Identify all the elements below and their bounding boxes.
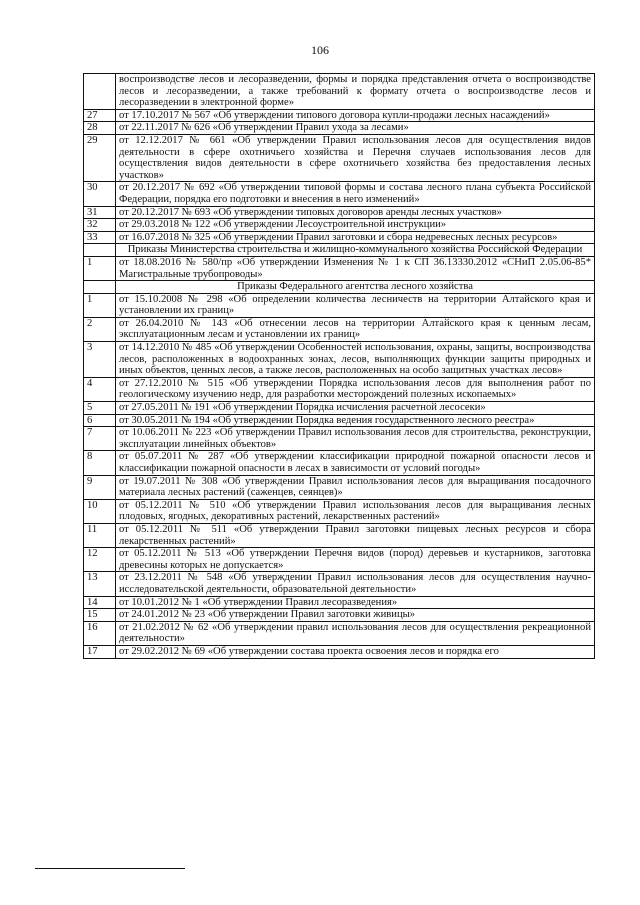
row-number: 2 (84, 317, 116, 341)
table-row (84, 572, 595, 596)
section-heading: Приказы Федерального агентства лесного хозяйства (116, 281, 595, 294)
row-text: от 12.12.2017 № 661 «Об утверждении Правил использования лесов для осуществления видов деятельности в сфере охотничьего хозяйства и Перечня случаев использования лесов для осуществления видов деятельности в сфере охотничьего хозяйства без предоставления лесных участков» (116, 134, 595, 181)
row-number: 1 (84, 256, 116, 280)
row-text: воспроизводстве лесов и лесоразведении, формы и порядка представления отчета о воспроизводстве лесов и лесоразведении, а также требований к формату отчета о воспроизводстве лесов и лесоразведении в электронной форме» (116, 74, 595, 110)
row-number: 9 (84, 475, 116, 499)
table-row (84, 548, 595, 572)
row-text: от 30.05.2011 № 194 «Об утверждении Порядка ведения государственного лесного реестра» (116, 414, 595, 427)
row-text: от 14.12.2010 № 485 «Об утверждении Особенностей использования, охраны, защиты, воспроизводства лесов, расположенных в водоохранных зонах, лесов, выполняющих функции защиты природных и иных объектов, ценных лесов, а также лесов, расположенных на особо защитных участках лесов» (116, 342, 595, 378)
table-row (84, 596, 595, 609)
table-row (84, 342, 595, 378)
table-row (84, 609, 595, 622)
row-number: 12 (84, 548, 116, 572)
row-number: 7 (84, 427, 116, 451)
row-text: от 05.12.2011 № 513 «Об утверждении Перечня видов (пород) деревьев и кустарников, заготовка древесины которых не допускается» (116, 548, 595, 572)
row-text: от 19.07.2011 № 308 «Об утверждении Правил использования лесов для выращивания посадочного материала лесных растений (саженцев, сеянцев)» (116, 475, 595, 499)
table-row (84, 206, 595, 219)
row-number (84, 74, 116, 110)
footnote-separator (35, 868, 185, 869)
row-number: 16 (84, 621, 116, 645)
table-row (84, 402, 595, 415)
row-text: от 27.05.2011 № 191 «Об утверждении Порядка исчисления расчетной лесосеки» (116, 402, 595, 415)
row-number: 10 (84, 499, 116, 523)
row-number: 13 (84, 572, 116, 596)
page-number: 106 (311, 43, 329, 57)
table-row (84, 523, 595, 547)
regulations-table-body (84, 74, 595, 659)
section-heading-row (84, 281, 595, 294)
table-row (84, 74, 595, 110)
row-number: 5 (84, 402, 116, 415)
table-row (84, 122, 595, 135)
row-text: от 05.12.2011 № 510 «Об утверждении Правил использования лесов для выращивания лесных плодовых, ягодных, декоративных растений, лекарственных растений» (116, 499, 595, 523)
row-number: 31 (84, 206, 116, 219)
row-text: от 27.12.2010 № 515 «Об утверждении Порядка использования лесов для выполнения работ по геологическому изучению недр, для разработки месторождений полезных ископаемых» (116, 377, 595, 401)
row-number: 28 (84, 122, 116, 135)
section-heading-row (84, 244, 595, 257)
row-text: от 23.12.2011 № 548 «Об утверждении Правил использования лесов для осуществления научно-исследовательской деятельности, образовательной деятельности» (116, 572, 595, 596)
row-text: от 29.02.2012 № 69 «Об утверждении состава проекта освоения лесов и порядка его (116, 645, 595, 658)
row-text: от 21.02.2012 № 62 «Об утверждении правил использования лесов для осуществления рекреационной деятельности» (116, 621, 595, 645)
row-number: 1 (84, 293, 116, 317)
row-text: от 17.10.2017 № 567 «Об утверждении типового договора купли-продажи лесных насаждений» (116, 109, 595, 122)
row-number: 15 (84, 609, 116, 622)
row-text: от 26.04.2010 № 143 «Об отнесении лесов на территории Алтайского края к ценным лесам, эксплуатационным лесам и установлении их границ» (116, 317, 595, 341)
row-number: 32 (84, 219, 116, 232)
table-row (84, 499, 595, 523)
row-text: от 22.11.2017 № 626 «Об утверждении Правил ухода за лесами» (116, 122, 595, 135)
row-number: 4 (84, 377, 116, 401)
table-row (84, 475, 595, 499)
row-text: от 18.08.2016 № 580/пр «Об утверждении Изменения № 1 к СП 36.13330.2012 «СНиП 2.05.06-85* Магистральные трубопроводы» (116, 256, 595, 280)
section-heading-number-cell (84, 281, 116, 294)
row-text: от 05.12.2011 № 511 «Об утверждении Правил заготовки пищевых лесных ресурсов и сбора лекарственных растений» (116, 523, 595, 547)
row-number: 14 (84, 596, 116, 609)
row-text: от 20.12.2017 № 693 «Об утверждении типовых договоров аренды лесных участков» (116, 206, 595, 219)
row-text: от 10.06.2011 № 223 «Об утверждении Правил использования лесов для строительства, реконструкции, эксплуатации линейных объектов» (116, 427, 595, 451)
table-row (84, 293, 595, 317)
table-row (84, 231, 595, 244)
table-row (84, 621, 595, 645)
row-text: от 16.07.2018 № 325 «Об утверждении Правил заготовки и сбора недревесных лесных ресурсов» (116, 231, 595, 244)
row-number: 29 (84, 134, 116, 181)
section-heading-number-cell (84, 244, 116, 257)
table-row (84, 451, 595, 475)
row-text: от 29.03.2018 № 122 «Об утверждении Лесоустроительной инструкции» (116, 219, 595, 232)
row-number: 17 (84, 645, 116, 658)
table-row (84, 182, 595, 206)
row-number: 8 (84, 451, 116, 475)
row-number: 3 (84, 342, 116, 378)
table-row (84, 645, 595, 658)
row-number: 30 (84, 182, 116, 206)
row-text: от 15.10.2008 № 298 «Об определении количества лесничеств на территории Алтайского края и установлении их границ» (116, 293, 595, 317)
table-row (84, 134, 595, 181)
row-text: от 05.07.2011 № 287 «Об утверждении классификации природной пожарной опасности лесов и классификации пожарной опасности в лесах в зависимости от условий погоды» (116, 451, 595, 475)
row-number: 6 (84, 414, 116, 427)
regulations-table (83, 73, 595, 659)
row-number: 33 (84, 231, 116, 244)
table-row (84, 256, 595, 280)
section-heading: Приказы Министерства строительства и жилищно-коммунального хозяйства Российской Федерации (116, 244, 595, 257)
table-row (84, 109, 595, 122)
row-number: 27 (84, 109, 116, 122)
table-row (84, 219, 595, 232)
table-row (84, 377, 595, 401)
row-text: от 24.01.2012 № 23 «Об утверждении Правил заготовки живицы» (116, 609, 595, 622)
row-text: от 10.01.2012 № 1 «Об утверждении Правил лесоразведения» (116, 596, 595, 609)
table-row (84, 414, 595, 427)
table-row (84, 317, 595, 341)
row-number: 11 (84, 523, 116, 547)
row-text: от 20.12.2017 № 692 «Об утверждении типовой формы и состава лесного плана субъекта Российской Федерации, порядка его подготовки и внесения в него изменений» (116, 182, 595, 206)
table-row (84, 427, 595, 451)
